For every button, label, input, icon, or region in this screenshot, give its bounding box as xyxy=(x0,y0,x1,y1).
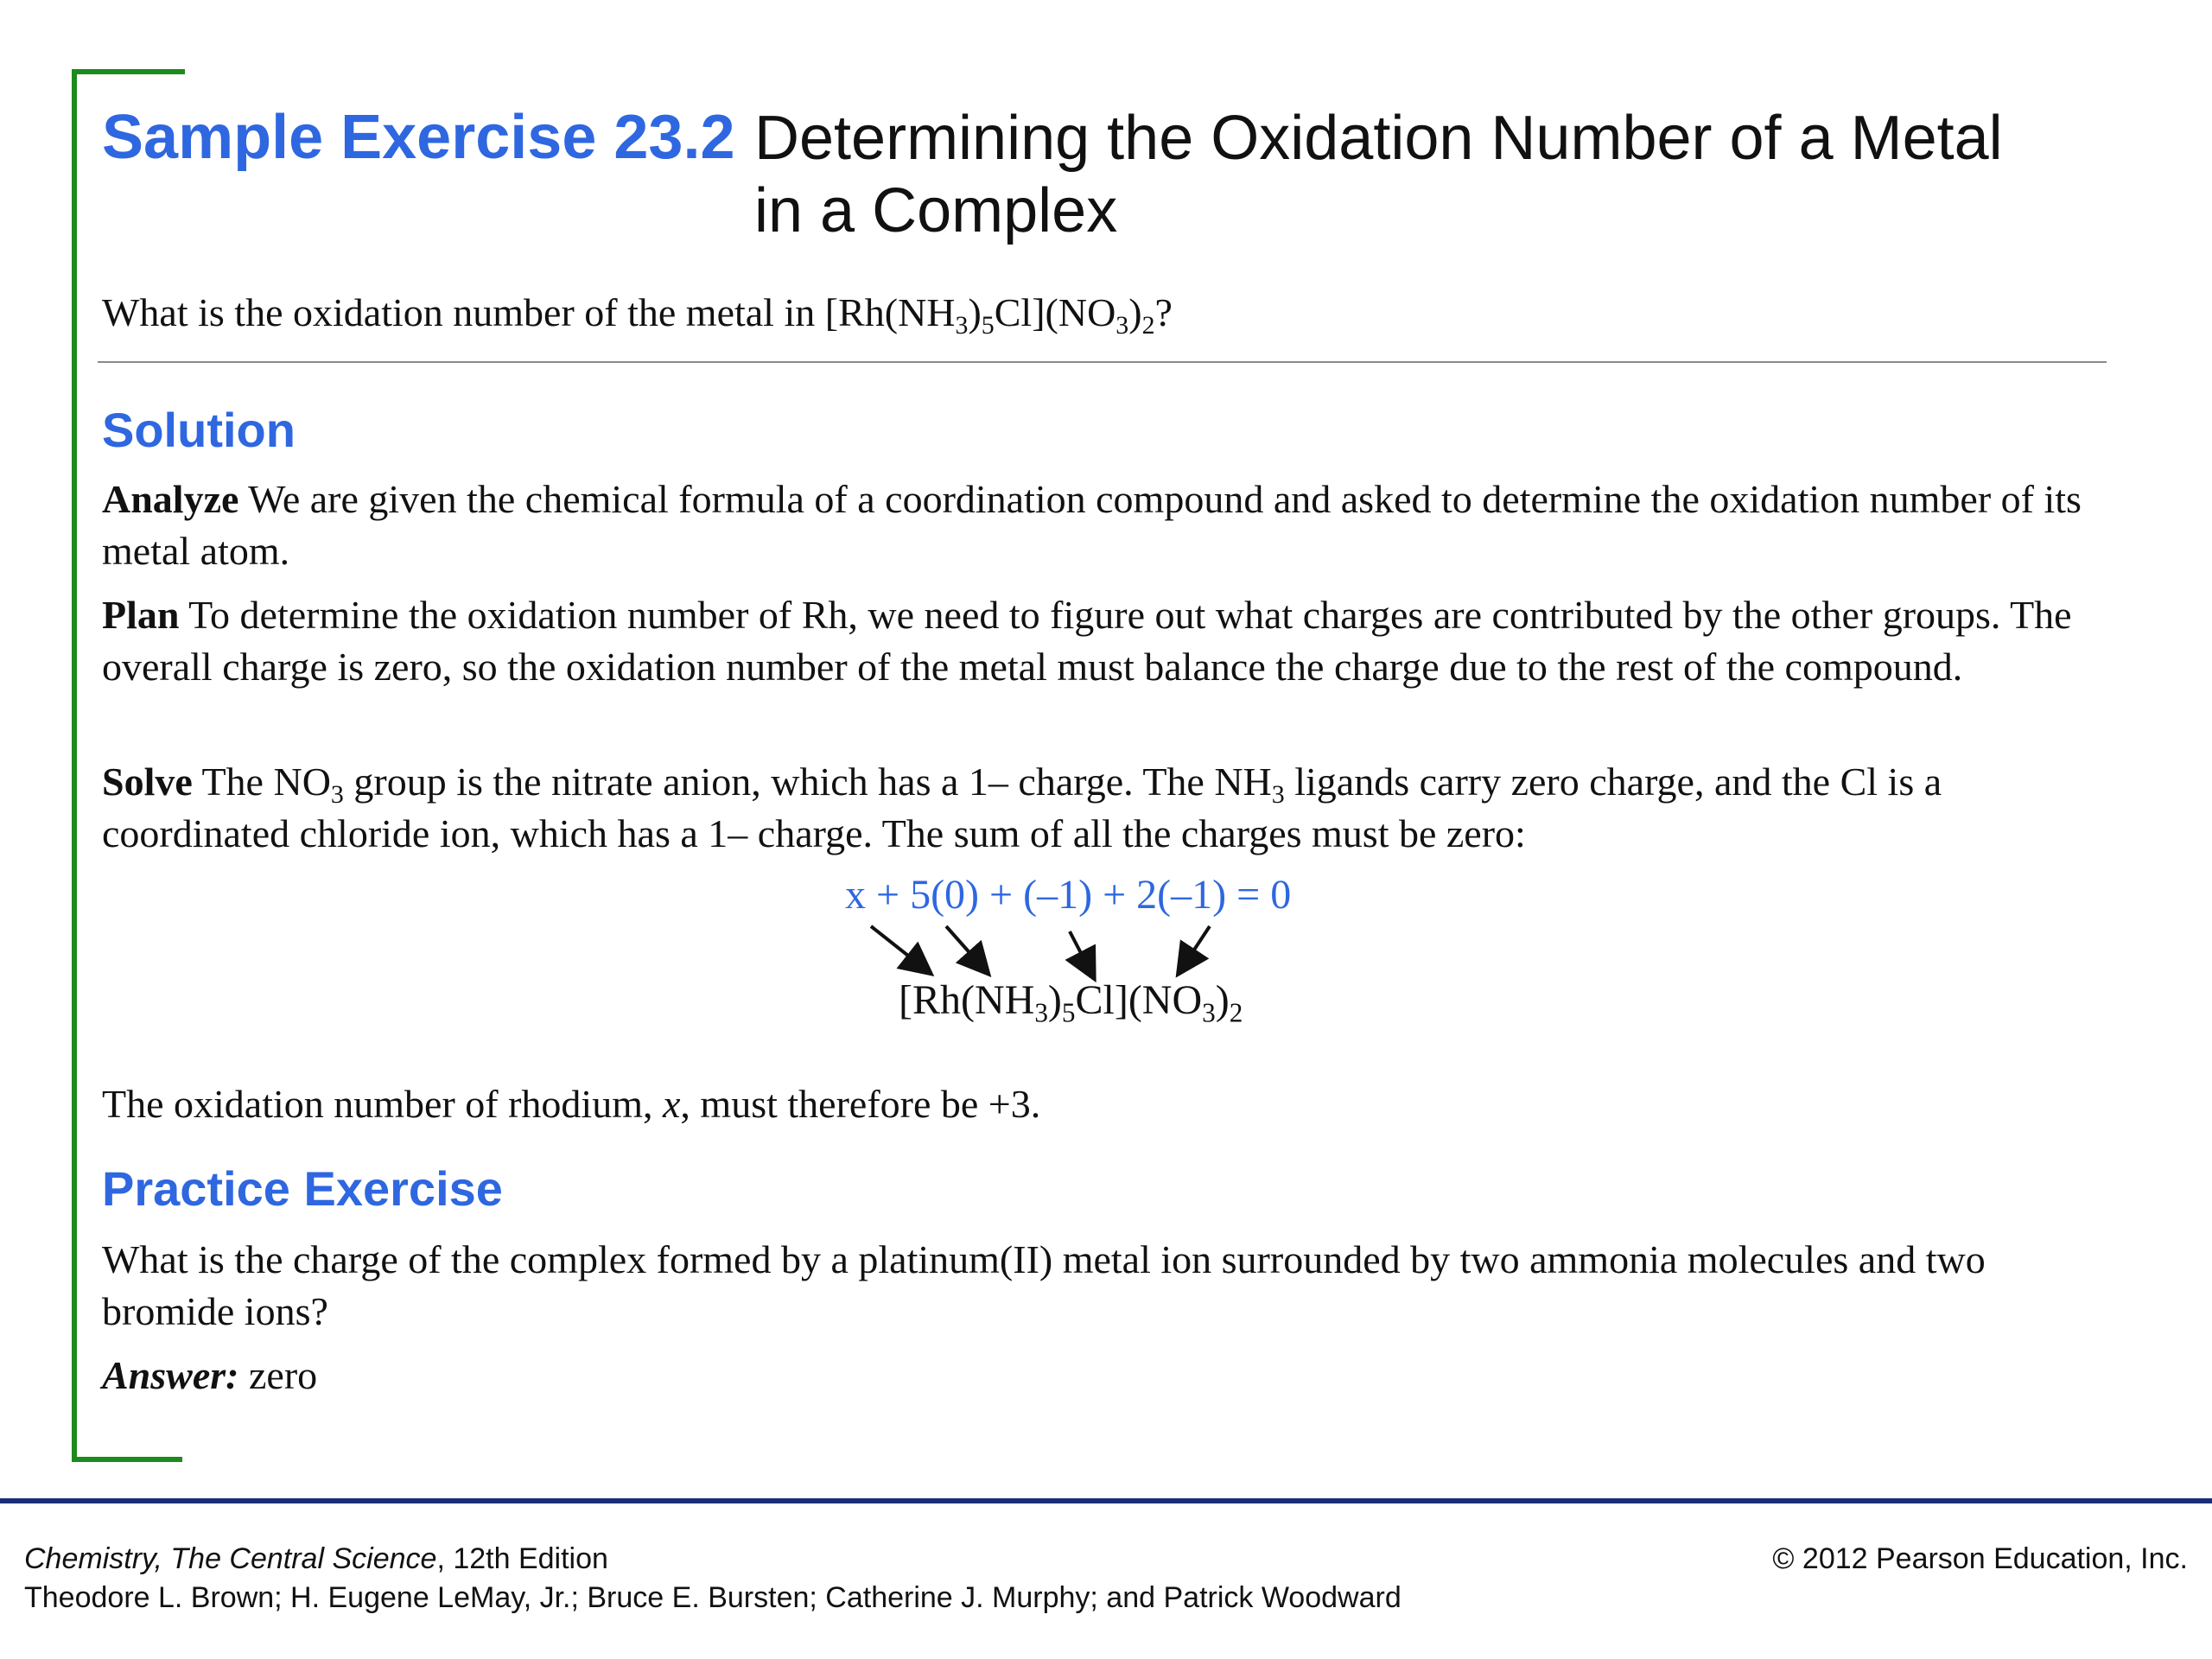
analyze-lead: Analyze xyxy=(102,477,239,521)
arrow-nh3 xyxy=(946,926,987,972)
divider-rule xyxy=(98,361,2107,363)
formula-subscript: 2 xyxy=(1229,997,1243,1028)
footer-book-title: Chemistry, The Central Science xyxy=(24,1542,437,1575)
practice-answer xyxy=(102,1350,2089,1402)
formula-subscript: 5 xyxy=(1061,997,1076,1028)
conclusion-variable: x xyxy=(663,1082,681,1126)
question-lead: What is the oxidation number of the metal in xyxy=(102,290,825,334)
formula-subscript: 3 xyxy=(955,310,969,340)
solve-text-2: group is the nitrate anion, which has a 1– charge. The NH xyxy=(343,760,1272,804)
conclusion-text-1: The oxidation number of rhodium, xyxy=(102,1082,663,1126)
answer-value: zero xyxy=(248,1353,318,1397)
exercise-title: Determining the Oxidation Number of a Metal in a Complex xyxy=(754,104,2003,245)
green-bracket-top xyxy=(72,69,185,74)
conclusion-text-2: , must therefore be +3. xyxy=(680,1082,1041,1126)
plan-text: To determine the oxidation number of Rh, we need to figure out what charges are contributed by the other groups. The overall charge is zero, so the oxidation number of the metal must balance the charge due to the rest of the compound. xyxy=(102,593,2072,689)
green-bracket-bottom xyxy=(72,1457,182,1462)
formula-subscript: 5 xyxy=(981,310,995,340)
practice-question: What is the charge of the complex formed by a platinum(II) metal ion surrounded by two ammonia molecules and two bromide ions? xyxy=(102,1237,1986,1333)
compound-formula: $[Rh(NH_3)_5Cl](NO_3)_2$ xyxy=(899,977,1243,1028)
charge-equation: x + 5(0) + (–1) + 2(–1) = 0 xyxy=(845,872,1292,918)
arrow-x xyxy=(871,926,929,972)
plan-lead: Plan xyxy=(102,593,180,637)
analyze-text: We are given the chemical formula of a coordination compound and asked to determine the oxidation number of its metal atom. xyxy=(102,477,2082,573)
solve-text-1: The NO xyxy=(201,760,331,804)
answer-label: Answer: xyxy=(102,1353,239,1397)
formula-subscript: 3 xyxy=(1202,997,1216,1028)
footer-rule xyxy=(0,1498,2212,1503)
arrow-no3 xyxy=(1179,926,1210,972)
solve-text-3: ligands carry zero charge, and the Cl is a coordinated chloride ion, which has a 1– charge. The sum of all the charges must be zero: xyxy=(102,760,1942,855)
footer-book xyxy=(24,1542,608,1576)
formula-subscript: 2 xyxy=(1141,310,1155,340)
solution-heading: Solution xyxy=(102,403,296,457)
arrow-cl xyxy=(1070,931,1093,976)
analyze-paragraph xyxy=(102,474,2089,577)
formula-subscript: 3 xyxy=(1116,310,1129,340)
solve-lead: Solve xyxy=(102,760,193,804)
question-text xyxy=(102,289,1173,340)
plan-paragraph xyxy=(102,589,2089,693)
conclusion-text xyxy=(102,1078,2089,1130)
exercise-label: Sample Exercise 23.2 xyxy=(102,103,735,172)
formula-subscript: 3 xyxy=(1034,997,1048,1028)
solve-paragraph xyxy=(102,756,2089,860)
practice-heading: Practice Exercise xyxy=(102,1161,503,1216)
footer-copyright: © 2012 Pearson Education, Inc. xyxy=(1772,1542,2188,1575)
solve-sub-2: 3 xyxy=(1271,779,1285,809)
footer-authors: Theodore L. Brown; H. Eugene LeMay, Jr.; Bruce E. Bursten; Catherine J. Murphy; and Patrick Woodward xyxy=(24,1581,1402,1614)
question-formula: $[Rh(NH_3)_5Cl](NO_3)_2$? xyxy=(824,290,1173,340)
footer-edition: , 12th Edition xyxy=(436,1542,608,1575)
green-bracket-vertical xyxy=(72,69,77,1462)
solve-sub-1: 3 xyxy=(330,779,344,809)
